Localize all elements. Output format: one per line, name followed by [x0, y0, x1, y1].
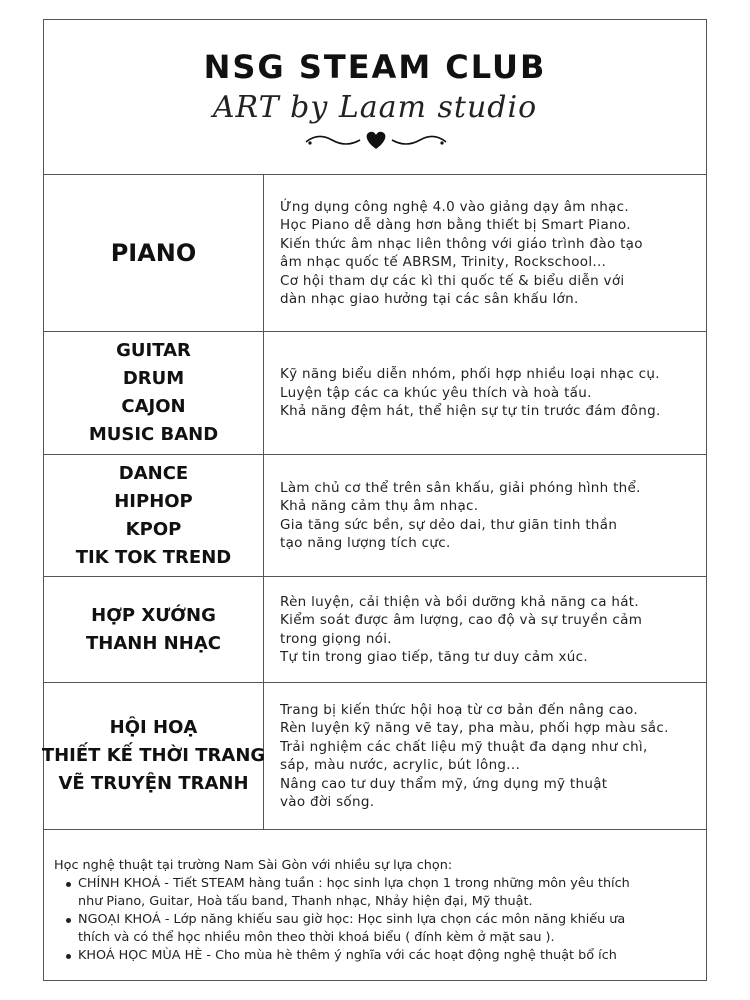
category-label: HỢP XƯỚNG: [91, 604, 216, 626]
bullet-dot-icon: [66, 882, 71, 887]
description-line: Làm chủ cơ thể trên sân khấu, giải phóng hình thể.: [280, 479, 641, 496]
description-line: trong giọng nói.: [280, 630, 392, 647]
program-categories: [44, 455, 264, 576]
program-row-art: [41, 683, 706, 830]
description-line: vào đời sống.: [280, 794, 375, 810]
flyer-footer: [44, 830, 706, 965]
description-line: âm nhạc quốc tế ABRSM, Trinity, Rockschool...: [280, 254, 607, 270]
description-line: Kiểm soát được âm lượng, cao độ và sự truyền cảm: [280, 612, 643, 628]
program-description: [264, 683, 706, 829]
description-line: Nâng cao tư duy thẩm mỹ, ứng dụng mỹ thuật: [280, 775, 608, 792]
category-label: VẼ TRUYỆN TRANH: [58, 773, 249, 794]
description-line: Kiến thức âm nhạc liên thông với giáo trình đào tạo: [280, 235, 643, 252]
description-line: dàn nhạc giao hưởng tại các sân khấu lớn.: [280, 291, 579, 307]
footer-bullet-main-course: [54, 875, 706, 911]
description-line: Cơ hội tham dự các kì thi quốc tế & biểu diễn với: [280, 272, 625, 289]
category-label: DRUM: [122, 368, 185, 389]
category-label: CAJON: [121, 396, 186, 417]
description-line: Rèn luyện, cải thiện và bồi dưỡng khả năng ca hát.: [280, 593, 639, 610]
program-categories: [44, 332, 264, 454]
description-line: Trải nghiệm các chất liệu mỹ thuật đa dạng như chì,: [280, 738, 648, 755]
bullet-line: KHOÁ HỌC MÙA HÈ - Cho mùa hè thêm ý nghĩa với các hoạt động nghệ thuật bổ ích: [78, 948, 617, 963]
studio-subtitle: ART by Laam studio: [212, 90, 538, 125]
club-title: NSG STEAM CLUB: [203, 48, 547, 86]
category-label: PIANO: [110, 239, 197, 267]
bullet-dot-icon: [66, 954, 71, 959]
program-description: [264, 175, 706, 331]
bullet-line: như Piano, Guitar, Hoà tấu band, Thanh nhạc, Nhảy hiện đại, Mỹ thuật.: [78, 894, 533, 909]
category-label: KPOP: [125, 518, 182, 540]
program-row-vocal: [44, 577, 706, 683]
description-line: Ứng dụng công nghệ 4.0 vào giảng dạy âm nhạc.: [280, 198, 629, 215]
category-label: HIPHOP: [114, 490, 193, 512]
flyer-header: [44, 20, 706, 175]
program-row-piano: [44, 175, 706, 332]
footer-bullet-extracurricular: [54, 911, 706, 947]
bullet-line: CHÍNH KHOÁ - Tiết STEAM hàng tuần : học sinh lựa chọn 1 trong những môn yêu thích: [78, 876, 630, 891]
description-line: Khả năng đệm hát, thể hiện sự tự tin trước đám đông.: [280, 403, 661, 420]
program-description: [264, 332, 706, 454]
category-label: GUITAR: [116, 340, 191, 361]
description-line: Gia tăng sức bền, sự dẻo dai, thư giãn tinh thần: [280, 516, 618, 533]
program-row-dance: [44, 455, 706, 577]
description-line: tạo năng lượng tích cực.: [280, 535, 451, 551]
footer-bullet-summer-course: [54, 947, 706, 965]
bullet-line: thích và có thể học nhiều môn theo thời khoá biểu ( đính kèm ở mặt sau ).: [78, 930, 555, 945]
description-line: Trang bị kiến thức hội hoạ từ cơ bản đến nâng cao.: [280, 701, 638, 718]
category-label: THANH NHẠC: [86, 632, 221, 654]
program-categories: [41, 683, 266, 829]
category-label: DANCE: [118, 462, 189, 484]
program-description: [264, 455, 706, 576]
description-line: Học Piano dễ dàng hơn bằng thiết bị Smart Piano.: [280, 217, 631, 233]
category-label: MUSIC BAND: [88, 424, 219, 445]
bullet-line: NGOẠI KHOÁ - Lớp năng khiếu sau giờ học: Học sinh lựa chọn các môn năng khiếu ưa: [78, 912, 626, 927]
program-categories: [44, 577, 264, 682]
category-label: THIẾT KẾ THỜI TRANG: [41, 745, 266, 766]
bullet-dot-icon: [66, 918, 71, 923]
program-row-band: [44, 332, 706, 455]
footer-intro: Học nghệ thuật tại trường Nam Sài Gòn với nhiều sự lựa chọn:: [54, 858, 453, 873]
category-label: HỘI HOẠ: [109, 717, 198, 738]
description-line: Khả năng cảm thụ âm nhạc.: [280, 498, 479, 514]
description-line: Rèn luyện kỹ năng vẽ tay, pha màu, phối hợp màu sắc.: [280, 720, 669, 736]
program-categories: [44, 175, 264, 331]
heart-divider-icon: [304, 128, 448, 152]
program-description: [264, 577, 706, 682]
category-label: TIK TOK TREND: [75, 546, 232, 568]
description-line: Luyện tập các ca khúc yêu thích và hoà tấu.: [280, 384, 592, 401]
description-line: sáp, màu nước, acrylic, bút lông...: [280, 757, 521, 773]
description-line: Kỹ năng biểu diễn nhóm, phối hợp nhiều loại nhạc cụ.: [280, 366, 660, 383]
club-flyer: [43, 19, 707, 981]
description-line: Tự tin trong giao tiếp, tăng tư duy cảm xúc.: [280, 649, 588, 665]
